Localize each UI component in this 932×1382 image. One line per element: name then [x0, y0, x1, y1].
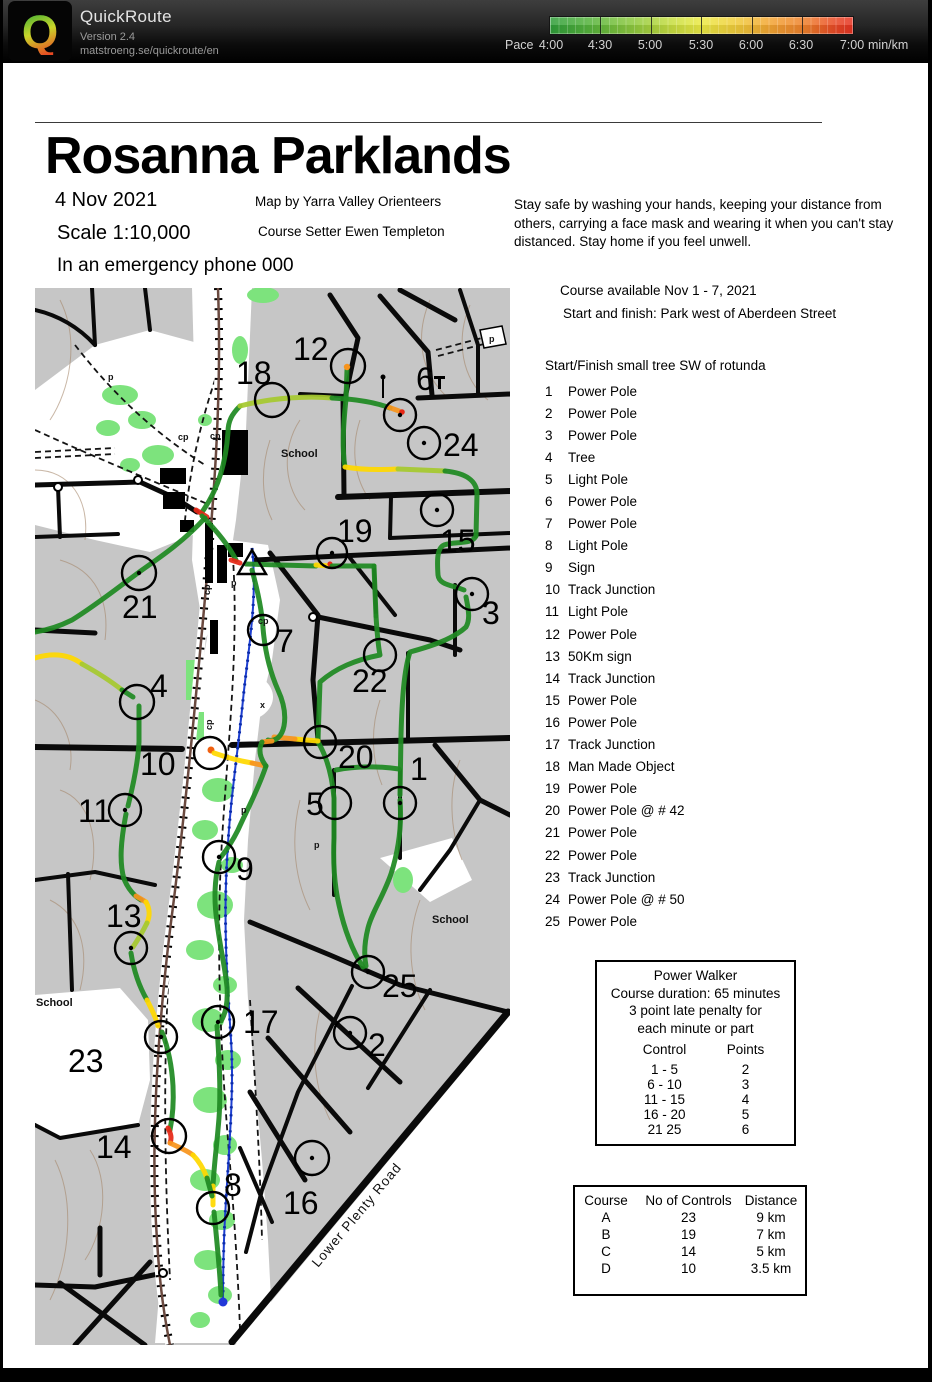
- points-row: 1 - 5 2: [650, 1062, 750, 1077]
- svg-text:13: 13: [106, 898, 142, 934]
- course-duration: Course duration: 65 minutes: [610, 985, 781, 1001]
- p-label: p: [108, 372, 114, 382]
- svg-text:17: 17: [243, 1004, 279, 1040]
- window-bottom-edge: [0, 1368, 932, 1382]
- svg-text:24: 24: [443, 427, 479, 463]
- control-list-heading: Start/Finish small tree SW of rotunda: [545, 358, 766, 373]
- course-row: D 10 3.5 km: [601, 1261, 792, 1276]
- points-row: 6 - 10 3: [647, 1077, 750, 1092]
- control-row: 12 Power Pole: [545, 626, 638, 642]
- course-row: A 23 9 km: [601, 1210, 786, 1225]
- svg-text:3: 3: [482, 595, 500, 631]
- svg-text:16: 16: [283, 1185, 319, 1221]
- points-row: 16 - 20 5: [643, 1107, 750, 1122]
- svg-text:7: 7: [276, 623, 294, 659]
- course-row: B 19 7 km: [601, 1227, 786, 1242]
- course-row: C 14 5 km: [601, 1244, 786, 1259]
- p-label: p: [241, 805, 247, 815]
- pace-tick-label: 6:30: [788, 38, 814, 52]
- svg-text:11: 11: [78, 793, 112, 829]
- control-row: 14 Track Junction: [545, 670, 656, 686]
- power-walker-box: [595, 960, 796, 1146]
- svg-text:14: 14: [96, 1129, 132, 1165]
- pace-tick: [701, 17, 702, 34]
- pace-gradient-legend: [549, 16, 854, 35]
- window-left-edge: [0, 0, 3, 1382]
- pace-unit-label: min/km: [868, 38, 909, 52]
- svg-text:25: 25: [382, 968, 418, 1004]
- school-label-east: School: [432, 914, 469, 926]
- control-row: 20 Power Pole @ # 42: [545, 803, 685, 819]
- points-row: 21 25 6: [647, 1122, 750, 1137]
- points-row: 11 - 15 4: [643, 1092, 750, 1107]
- event-date: 4 Nov 2021: [55, 189, 158, 211]
- title-divider: [35, 122, 822, 123]
- covid-notice: Stay safe by washing your hands, keeping your distance from others, carrying a face mask and wearing it when you can't stay distanced. Stay home if you feel unwell.: [514, 197, 894, 250]
- control-row: 11 Light Pole: [545, 604, 629, 620]
- control-row: 13 50Km sign: [545, 648, 632, 664]
- control-row: 4 Tree: [545, 449, 596, 465]
- svg-text:10: 10: [140, 746, 176, 782]
- control-row: 5 Light Pole: [545, 471, 629, 487]
- p-label: p: [231, 578, 237, 588]
- pace-tick-label: 5:00: [637, 38, 663, 52]
- control-row: 17 Track Junction: [545, 737, 656, 753]
- course-table: [573, 1185, 807, 1296]
- control-row: 1 Power Pole: [545, 383, 638, 399]
- points-table-header: Control Points: [642, 1042, 765, 1057]
- course-table-header: Course No of Controls Distance: [584, 1193, 798, 1208]
- pace-tick-label: 7:00: [839, 38, 865, 52]
- pace-tick-label: 4:30: [587, 38, 613, 52]
- pace-tick-label: 4:00: [538, 38, 564, 52]
- school-label-west: School: [36, 997, 73, 1009]
- control-row: 15 Power Pole: [545, 692, 638, 708]
- route-finish-dot: [219, 1298, 228, 1307]
- svg-text:15: 15: [440, 523, 476, 559]
- control-row: 23 Track Junction: [545, 869, 656, 885]
- pace-label-prefix: Pace: [505, 38, 534, 52]
- control-row: 8 Light Pole: [545, 538, 629, 554]
- svg-text:6: 6: [416, 361, 434, 397]
- cp-label: cp: [258, 616, 269, 626]
- svg-text:20: 20: [338, 739, 374, 775]
- control-row: 10 Track Junction: [545, 582, 656, 598]
- control-row: 9 Sign: [545, 560, 596, 576]
- penalty-line: 3 point late penalty for: [629, 1003, 762, 1018]
- svg-text:8: 8: [224, 1167, 242, 1203]
- control-row: 24 Power Pole @ # 50: [545, 891, 685, 907]
- control-row: 7 Power Pole: [545, 516, 638, 532]
- svg-text:1: 1: [410, 751, 428, 787]
- control-row: 22 Power Pole: [545, 847, 638, 863]
- control-row: 6 Power Pole: [545, 494, 638, 510]
- cp-label: cp: [178, 432, 189, 442]
- emergency-note: In an emergency phone 000: [57, 255, 294, 276]
- control-row: 18 Man Made Object: [545, 759, 675, 775]
- pace-tick-label: 6:00: [738, 38, 764, 52]
- orienteering-map-canvas[interactable]: [35, 288, 510, 1345]
- svg-text:23: 23: [68, 1043, 104, 1079]
- map-scale: Scale 1:10,000: [57, 222, 191, 244]
- p-label: p: [489, 334, 495, 344]
- svg-text:22: 22: [352, 663, 388, 699]
- pace-tick: [651, 17, 652, 34]
- cp-label: cp: [204, 719, 214, 730]
- control-description-list: [545, 380, 875, 932]
- control-row: 3 Power Pole: [545, 427, 638, 443]
- pace-tick: [752, 17, 753, 34]
- app-version: Version 2.4: [80, 31, 136, 43]
- course-setter: Course Setter Ewen Templeton: [258, 224, 445, 239]
- quickroute-logo-icon: [8, 1, 72, 61]
- svg-text:5: 5: [306, 786, 324, 822]
- app-title: QuickRoute: [80, 7, 172, 26]
- control-row: 16 Power Pole: [545, 714, 638, 730]
- power-pole-dot: [381, 375, 386, 380]
- pace-tick: [600, 17, 601, 34]
- control-row: 21 Power Pole: [545, 825, 638, 841]
- map-credit: Map by Yarra Valley Orienteers: [255, 194, 442, 209]
- svg-text:19: 19: [337, 513, 373, 549]
- control-row: 2 Power Pole: [545, 405, 638, 421]
- power-walker-title: Power Walker: [653, 968, 738, 983]
- x-marker: x: [260, 700, 266, 710]
- course-availability: Course available Nov 1 - 7, 2021: [560, 283, 757, 298]
- pace-tick-label: 5:30: [688, 38, 714, 52]
- cp-label: cp: [202, 584, 212, 595]
- logo-letter: Q: [21, 4, 59, 58]
- svg-text:9: 9: [236, 851, 254, 887]
- control-row: 19 Power Pole: [545, 781, 638, 797]
- app-header: [0, 0, 932, 63]
- window-right-edge: [928, 0, 932, 1382]
- cp-label: cp: [210, 431, 221, 441]
- start-finish-note: Start and finish: Park west of Aberdeen Street: [563, 306, 837, 321]
- svg-text:4: 4: [150, 668, 168, 704]
- page-title: Rosanna Parklands: [45, 127, 511, 185]
- penalty-line: each minute or part: [637, 1020, 754, 1036]
- svg-text:21: 21: [122, 589, 158, 625]
- app-url: matstroeng.se/quickroute/en: [80, 45, 219, 57]
- control-row: 25 Power Pole: [545, 913, 638, 929]
- pace-tick: [802, 17, 803, 34]
- school-label-top: School: [281, 448, 318, 460]
- road-name-label: Lower Plenty Road: [308, 1159, 405, 1270]
- p-label: p: [314, 840, 320, 850]
- svg-text:18: 18: [236, 355, 272, 391]
- svg-text:12: 12: [293, 331, 329, 367]
- svg-text:2: 2: [368, 1027, 386, 1063]
